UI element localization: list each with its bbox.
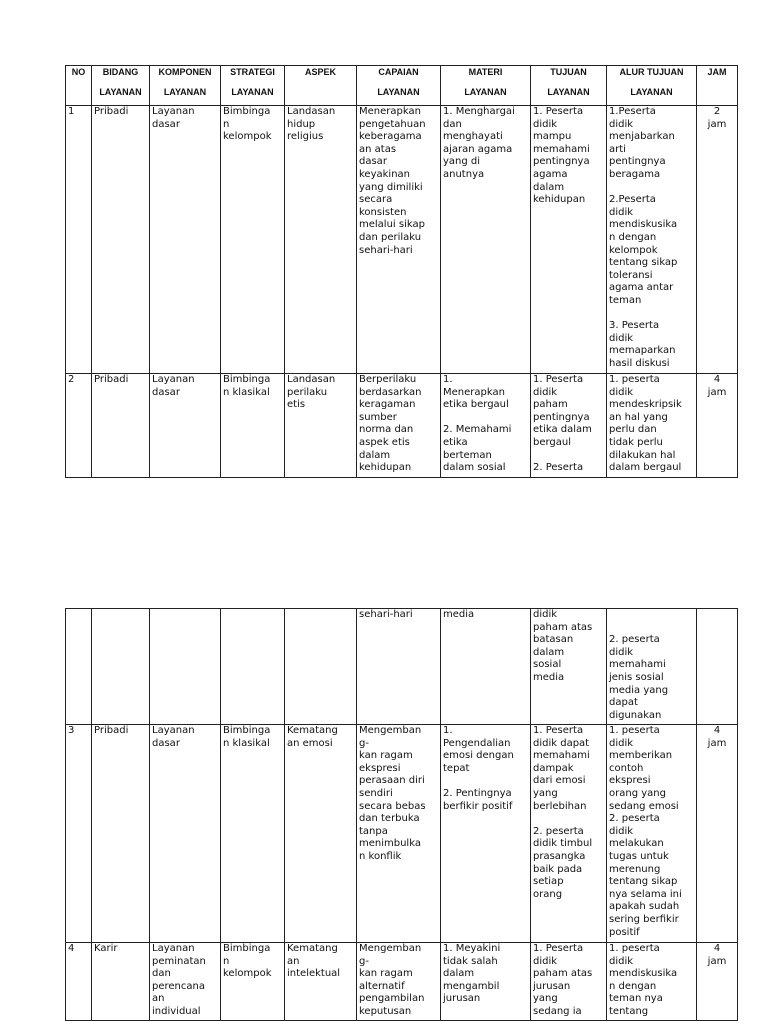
table-cell: didik paham atas batasan dalam sosial media [531, 609, 607, 725]
table-cell: 1. Menerapkan etika bergaul 2. Memahami etika berteman dalam sosial [441, 374, 531, 478]
table-cell [221, 609, 285, 725]
table-page-1 [65, 65, 738, 478]
table-cell: 2 jam [697, 106, 738, 374]
table-cell: 3 [66, 725, 92, 943]
table-cell: Layanan dasar [150, 725, 221, 943]
table-cell: Kematang an emosi [285, 725, 357, 943]
table-cell: 4 [66, 943, 92, 1021]
table-cell: Bimbinga n kelompok [221, 943, 285, 1021]
table-row [66, 609, 738, 725]
table-cell: 4 jam [697, 725, 738, 943]
header-cell: MATERI LAYANAN [441, 66, 531, 106]
table-cell: Bimbinga n klasikal [221, 374, 285, 478]
table-cell: 1. Peserta didik mampu memahami pentingnya agama dalam kehidupan [531, 106, 607, 374]
table-cell [697, 609, 738, 725]
header-cell: ALUR TUJUAN LAYANAN [607, 66, 697, 106]
table-cell: 1. Peserta didik paham atas jurusan yang sedang ia [531, 943, 607, 1021]
header-cell: TUJUAN LAYANAN [531, 66, 607, 106]
table-row [66, 943, 738, 1021]
table-cell: 1. Peserta didik dapat memahami dampak dari emosi yang berlebihan 2. peserta didik timbul prasangka baik pada setiap orang [531, 725, 607, 943]
table-cell: sehari-hari [357, 609, 441, 725]
table-cell: 1. peserta didik mendeskripsik an hal yang perlu dan tidak perlu dilakukan hal dalam bergaul [607, 374, 697, 478]
table-cell: 4 jam [697, 374, 738, 478]
table-cell: 2 [66, 374, 92, 478]
table-cell: 1. Meyakini tidak salah dalam mengambil jurusan [441, 943, 531, 1021]
table-row [66, 725, 738, 943]
table-cell: Mengemban g- kan ragam ekspresi perasaan diri sendiri secara bebas dan terbuka tanpa menimbulka n konflik [357, 725, 441, 943]
table-row [66, 106, 738, 374]
table-page-2 [65, 608, 738, 1021]
table-cell: Landasan perilaku etis [285, 374, 357, 478]
table-cell: Layanan dasar [150, 374, 221, 478]
header-cell: KOMPONEN LAYANAN [150, 66, 221, 106]
table-cell [92, 609, 150, 725]
header-cell: NO [66, 66, 92, 106]
table-cell: Menerapkan pengetahuan keberagama an atas dasar keyakinan yang dimiliki secara konsisten melalui sikap dan perilaku sehari-hari [357, 106, 441, 374]
table-cell: 4 jam [697, 943, 738, 1021]
table-cell: Mengemban g- kan ragam alternatif pengambilan keputusan [357, 943, 441, 1021]
header-cell: STRATEGI LAYANAN [221, 66, 285, 106]
table-cell: Karir [92, 943, 150, 1021]
table-cell: 1. Peserta didik paham pentingnya etika dalam bergaul 2. Peserta [531, 374, 607, 478]
table-cell: media [441, 609, 531, 725]
table-cell: 1. peserta didik memberikan contoh ekspresi orang yang sedang emosi 2. peserta didik melakukan tugas untuk merenung tentang sikap nya selama ini apakah sudah sering berfikir positif [607, 725, 697, 943]
table-cell: 1.Peserta didik menjabarkan arti pentingnya beragama 2.Peserta didik mendiskusika n dengan kelompok tentang sikap toleransi agama antar teman 3. Peserta didik memaparkan hasil diskusi [607, 106, 697, 374]
table-cell: Pribadi [92, 725, 150, 943]
table-cell [285, 609, 357, 725]
header-cell: ASPEK [285, 66, 357, 106]
table-cell: Kematang an intelektual [285, 943, 357, 1021]
table-cell: 1 [66, 106, 92, 374]
table-cell: Berperilaku berdasarkan keragaman sumber norma dan aspek etis dalam kehidupan [357, 374, 441, 478]
header-row [66, 66, 738, 106]
table-row [66, 374, 738, 478]
table-cell [66, 609, 92, 725]
table-cell: 2. peserta didik memahami jenis sosial media yang dapat digunakan [607, 609, 697, 725]
table-cell: Pribadi [92, 374, 150, 478]
table-cell: Bimbinga n klasikal [221, 725, 285, 943]
header-cell: BIDANG LAYANAN [92, 66, 150, 106]
table-cell: 1. Menghargai dan menghayati ajaran agama yang di anutnya [441, 106, 531, 374]
table-cell: Landasan hidup religius [285, 106, 357, 374]
header-cell: JAM [697, 66, 738, 106]
table-cell: Bimbinga n kelompok [221, 106, 285, 374]
header-cell: CAPAIAN LAYANAN [357, 66, 441, 106]
table-cell: Layanan dasar [150, 106, 221, 374]
table-cell: Pribadi [92, 106, 150, 374]
table-cell: 1. peserta didik mendiskusika n dengan teman nya tentang [607, 943, 697, 1021]
table-cell: Layanan peminatan dan perencana an individual [150, 943, 221, 1021]
table-cell: 1. Pengendalian emosi dengan tepat 2. Pentingnya berfikir positif [441, 725, 531, 943]
table-cell [150, 609, 221, 725]
